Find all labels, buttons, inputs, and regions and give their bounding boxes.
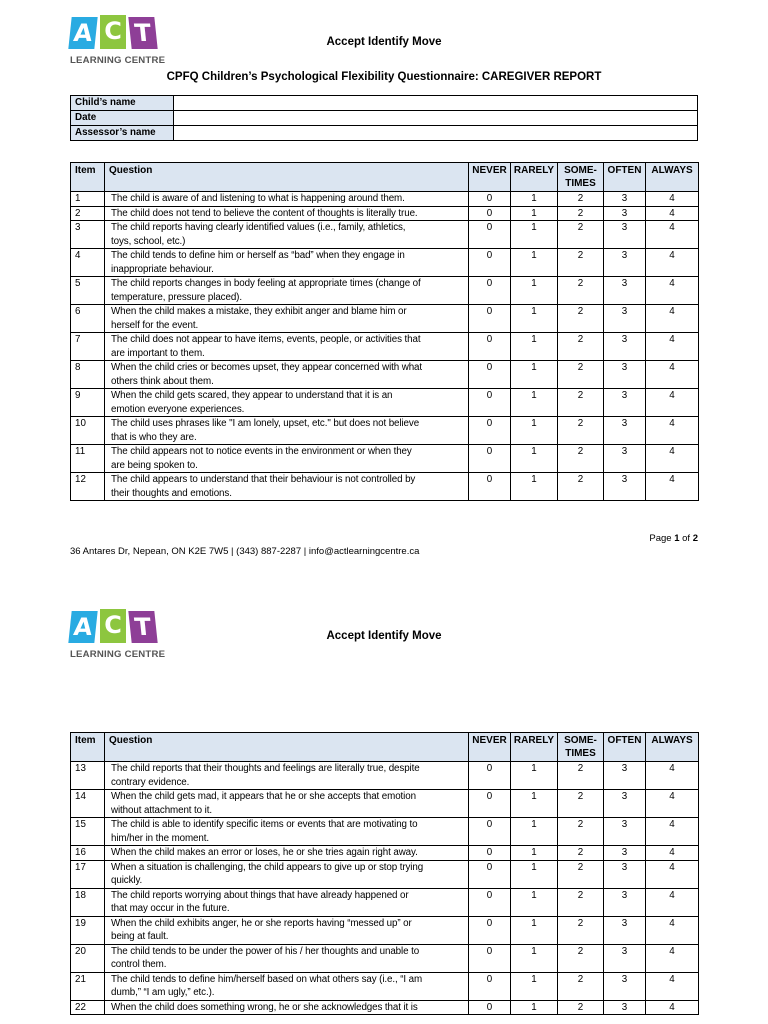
score-rarely[interactable]: 1 (511, 305, 558, 333)
question-text (105, 944, 469, 972)
child-info-table (70, 95, 698, 141)
logo-tile-t: T (128, 17, 157, 49)
score-sometimes[interactable]: 2 (558, 192, 604, 207)
score-sometimes[interactable]: 2 (558, 361, 604, 389)
page2-title: Accept Identify Move (326, 630, 442, 642)
score-often[interactable]: 3 (604, 473, 646, 501)
question-line: When the child cries or becomes upset, they appear concerned with what (111, 362, 423, 373)
score-always[interactable]: 4 (646, 192, 699, 207)
score-often[interactable]: 3 (604, 192, 646, 207)
question-line: The child tends to define him/herself based on what others say (i.e., “I am (111, 973, 423, 985)
col-question-header: Question (105, 733, 469, 762)
child-name-label: Child’s name (71, 96, 174, 111)
table-row (71, 417, 699, 445)
score-never[interactable]: 0 (469, 192, 511, 207)
question-text (105, 221, 469, 249)
page-total: 2 (692, 533, 698, 544)
score-sometimes[interactable]: 2 (558, 846, 604, 861)
logo-subtitle: LEARNING CENTRE (70, 649, 166, 660)
score-always[interactable]: 4 (646, 417, 699, 445)
question-line: When the child makes a mistake, they exhibit anger and blame him or (111, 306, 407, 317)
score-never[interactable]: 0 (469, 888, 511, 916)
question-line: When the child gets scared, they appear to understand that it is an (111, 390, 393, 401)
item-number: 22 (71, 1000, 105, 1015)
page-prefix: Page (649, 533, 675, 544)
question-line: that is who they are. (111, 431, 197, 443)
footer-address: 36 Antares Dr, Nepean, ON K2E 7W5 | (343) 887-2287 | info@actlearningcentre.ca (70, 546, 420, 557)
score-often[interactable]: 3 (604, 389, 646, 417)
score-always[interactable]: 4 (646, 445, 699, 473)
col-question-header: Question (105, 163, 469, 192)
item-number: 15 (71, 818, 105, 846)
question-text (105, 305, 469, 333)
score-rarely[interactable]: 1 (511, 916, 558, 944)
question-line: others think about them. (111, 375, 214, 387)
score-sometimes[interactable]: 2 (558, 445, 604, 473)
score-always[interactable]: 4 (646, 389, 699, 417)
score-never[interactable]: 0 (469, 916, 511, 944)
score-rarely[interactable]: 1 (511, 944, 558, 972)
score-never[interactable]: 0 (469, 473, 511, 501)
logo-tile-a: A (68, 17, 97, 49)
score-rarely[interactable]: 1 (511, 790, 558, 818)
score-never[interactable]: 0 (469, 818, 511, 846)
question-text (105, 1000, 469, 1015)
table-row (71, 916, 699, 944)
page-mid: of (679, 533, 693, 544)
questionnaire-table-page2 (70, 732, 699, 1015)
question-text (105, 846, 469, 861)
question-text (105, 361, 469, 389)
item-number: 4 (71, 249, 105, 277)
col-always-header: ALWAYS (646, 733, 699, 762)
page-number (649, 533, 698, 544)
score-often[interactable]: 3 (604, 860, 646, 888)
score-sometimes[interactable]: 2 (558, 1000, 604, 1015)
score-never[interactable]: 0 (469, 1000, 511, 1015)
score-sometimes[interactable]: 2 (558, 333, 604, 361)
col-rarely-header: RARELY (511, 163, 558, 192)
table-row (71, 860, 699, 888)
score-often[interactable]: 3 (604, 445, 646, 473)
page-current: 1 (674, 533, 680, 544)
col-sometimes-header (558, 163, 604, 192)
table-row (71, 333, 699, 361)
question-line: The child tends to be under the power of his / her thoughts and unable to (111, 945, 420, 957)
question-line: him/her in the moment. (111, 832, 209, 844)
col-never-header: NEVER (469, 733, 511, 762)
question-text (105, 249, 469, 277)
question-line: When a situation is challenging, the child appears to give up or stop trying (111, 861, 424, 873)
question-line: emotion everyone experiences. (111, 403, 245, 415)
question-text (105, 277, 469, 305)
score-sometimes[interactable]: 2 (558, 818, 604, 846)
item-number: 12 (71, 473, 105, 501)
table-row (71, 944, 699, 972)
question-line: The child does not tend to believe the content of thoughts is literally true. (111, 207, 418, 219)
item-number: 21 (71, 972, 105, 1000)
table-row (71, 206, 699, 221)
score-rarely[interactable]: 1 (511, 445, 558, 473)
score-often[interactable]: 3 (604, 790, 646, 818)
score-sometimes[interactable]: 2 (558, 762, 604, 790)
score-often[interactable]: 3 (604, 762, 646, 790)
item-number: 17 (71, 860, 105, 888)
logo-tile-a: A (68, 611, 97, 643)
score-always[interactable]: 4 (646, 916, 699, 944)
child-name-field[interactable] (174, 96, 698, 111)
score-often[interactable]: 3 (604, 944, 646, 972)
assessor-name-label: Assessor’s name (71, 126, 174, 141)
score-rarely[interactable]: 1 (511, 361, 558, 389)
score-sometimes[interactable]: 2 (558, 249, 604, 277)
item-number: 8 (71, 361, 105, 389)
question-line: When the child does something wrong, he or she acknowledges that it is (111, 1001, 418, 1013)
question-line: that may occur in the future. (111, 903, 230, 914)
table-row (71, 221, 699, 249)
item-number: 19 (71, 916, 105, 944)
question-line: being at fault. (111, 931, 169, 942)
score-never[interactable]: 0 (469, 361, 511, 389)
question-text (105, 417, 469, 445)
table-row (71, 277, 699, 305)
col-often-header: OFTEN (604, 163, 646, 192)
table-row (71, 192, 699, 207)
score-never[interactable]: 0 (469, 333, 511, 361)
sometimes-line1: SOME- (564, 165, 597, 176)
question-text (105, 762, 469, 790)
item-number: 1 (71, 192, 105, 207)
score-rarely[interactable]: 1 (511, 473, 558, 501)
score-often[interactable]: 3 (604, 361, 646, 389)
score-never[interactable]: 0 (469, 445, 511, 473)
score-always[interactable]: 4 (646, 473, 699, 501)
item-number: 10 (71, 417, 105, 445)
question-line: inappropriate behaviour. (111, 263, 214, 275)
score-always[interactable]: 4 (646, 221, 699, 249)
item-number: 5 (71, 277, 105, 305)
score-rarely[interactable]: 1 (511, 206, 558, 221)
score-sometimes[interactable]: 2 (558, 916, 604, 944)
col-item-header: Item (71, 733, 105, 762)
question-line: The child does not appear to have items, events, people, or activities that (111, 334, 421, 345)
score-never[interactable]: 0 (469, 417, 511, 445)
score-never[interactable]: 0 (469, 944, 511, 972)
question-line: The child appears not to notice events in the environment or when they (111, 446, 412, 457)
col-sometimes-header (558, 733, 604, 762)
score-sometimes[interactable]: 2 (558, 790, 604, 818)
table-row (71, 972, 699, 1000)
question-line: The child tends to define him or herself as “bad” when they engage in (111, 250, 405, 261)
score-never[interactable]: 0 (469, 762, 511, 790)
score-never[interactable]: 0 (469, 860, 511, 888)
score-often[interactable]: 3 (604, 417, 646, 445)
question-text (105, 473, 469, 501)
question-line: When the child gets mad, it appears that he or she accepts that emotion (111, 791, 416, 802)
question-text (105, 333, 469, 361)
table-row (71, 818, 699, 846)
question-text (105, 206, 469, 221)
questionnaire-table-page1 (70, 162, 699, 501)
score-sometimes[interactable]: 2 (558, 277, 604, 305)
question-line: The child reports that their thoughts and feelings are literally true, despite (111, 763, 420, 774)
score-often[interactable]: 3 (604, 1000, 646, 1015)
table-row (71, 305, 699, 333)
score-often[interactable]: 3 (604, 206, 646, 221)
score-sometimes[interactable]: 2 (558, 473, 604, 501)
table-row (71, 445, 699, 473)
score-always[interactable]: 4 (646, 846, 699, 861)
table-row (71, 888, 699, 916)
score-never[interactable]: 0 (469, 972, 511, 1000)
question-text (105, 888, 469, 916)
score-rarely[interactable]: 1 (511, 417, 558, 445)
question-line: temperature, pressure placed). (111, 291, 242, 303)
assessor-name-field[interactable] (174, 126, 698, 141)
score-never[interactable]: 0 (469, 389, 511, 417)
item-number: 13 (71, 762, 105, 790)
question-line: The child reports changes in body feeling at appropriate times (change of (111, 278, 421, 289)
questionnaire-title: CPFQ Children’s Psychological Flexibility Questionnaire: CAREGIVER REPORT (166, 71, 602, 83)
score-rarely[interactable]: 1 (511, 888, 558, 916)
col-rarely-header: RARELY (511, 733, 558, 762)
col-always-header: ALWAYS (646, 163, 699, 192)
item-number: 11 (71, 445, 105, 473)
score-rarely[interactable]: 1 (511, 762, 558, 790)
table-row (71, 762, 699, 790)
question-line: When the child makes an error or loses, he or she tries again right away. (111, 847, 418, 858)
score-often[interactable]: 3 (604, 972, 646, 1000)
question-line: When the child exhibits anger, he or she reports having “messed up” or (111, 917, 412, 929)
score-often[interactable]: 3 (604, 277, 646, 305)
question-text (105, 790, 469, 818)
score-never[interactable]: 0 (469, 249, 511, 277)
score-never[interactable]: 0 (469, 846, 511, 861)
score-rarely[interactable]: 1 (511, 972, 558, 1000)
question-text (105, 192, 469, 207)
col-never-header: NEVER (469, 163, 511, 192)
score-sometimes[interactable]: 2 (558, 417, 604, 445)
question-text (105, 818, 469, 846)
table-row (71, 473, 699, 501)
question-text (105, 972, 469, 1000)
date-label: Date (71, 111, 174, 126)
score-rarely[interactable]: 1 (511, 389, 558, 417)
score-always[interactable]: 4 (646, 305, 699, 333)
question-line: quickly. (111, 875, 143, 886)
question-text (105, 445, 469, 473)
score-sometimes[interactable]: 2 (558, 860, 604, 888)
score-always[interactable]: 4 (646, 818, 699, 846)
score-rarely[interactable]: 1 (511, 249, 558, 277)
logo-subtitle: LEARNING CENTRE (70, 55, 166, 66)
score-often[interactable]: 3 (604, 818, 646, 846)
item-number: 7 (71, 333, 105, 361)
score-rarely[interactable]: 1 (511, 333, 558, 361)
score-sometimes[interactable]: 2 (558, 305, 604, 333)
score-always[interactable]: 4 (646, 944, 699, 972)
item-number: 18 (71, 888, 105, 916)
score-sometimes[interactable]: 2 (558, 221, 604, 249)
score-often[interactable]: 3 (604, 249, 646, 277)
question-line: without attachment to it. (111, 804, 212, 816)
table-row (71, 389, 699, 417)
score-always[interactable]: 4 (646, 249, 699, 277)
logo-tile-c: C (100, 15, 126, 49)
logo-tile-t: T (128, 611, 157, 643)
col-item-header: Item (71, 163, 105, 192)
score-never[interactable]: 0 (469, 277, 511, 305)
question-line: control them. (111, 959, 167, 970)
score-often[interactable]: 3 (604, 916, 646, 944)
question-text (105, 860, 469, 888)
score-often[interactable]: 3 (604, 333, 646, 361)
question-line: contrary evidence. (111, 776, 190, 788)
score-always[interactable]: 4 (646, 277, 699, 305)
question-line: The child is able to identify specific items or events that are motivating to (111, 819, 418, 830)
score-sometimes[interactable]: 2 (558, 972, 604, 1000)
date-field[interactable] (174, 111, 698, 126)
score-always[interactable]: 4 (646, 888, 699, 916)
question-line: The child appears to understand that their behaviour is not controlled by (111, 474, 416, 485)
score-rarely[interactable]: 1 (511, 818, 558, 846)
score-sometimes[interactable]: 2 (558, 389, 604, 417)
table-row (71, 1000, 699, 1015)
score-always[interactable]: 4 (646, 1000, 699, 1015)
question-line: The child reports worrying about things that have already happened or (111, 889, 409, 901)
score-rarely[interactable]: 1 (511, 221, 558, 249)
score-rarely[interactable]: 1 (511, 277, 558, 305)
question-text (105, 916, 469, 944)
score-often[interactable]: 3 (604, 888, 646, 916)
item-number: 20 (71, 944, 105, 972)
score-always[interactable]: 4 (646, 860, 699, 888)
score-never[interactable]: 0 (469, 305, 511, 333)
item-number: 6 (71, 305, 105, 333)
table-row (71, 790, 699, 818)
page-title: Accept Identify Move (326, 36, 442, 48)
score-rarely[interactable]: 1 (511, 860, 558, 888)
score-never[interactable]: 0 (469, 221, 511, 249)
score-always[interactable]: 4 (646, 762, 699, 790)
sometimes-line2: TIMES (565, 748, 596, 759)
score-often[interactable]: 3 (604, 846, 646, 861)
question-line: The child uses phrases like "I am lonely, upset, etc." but does not believe (111, 418, 420, 429)
table-row (71, 249, 699, 277)
col-often-header: OFTEN (604, 733, 646, 762)
item-number: 9 (71, 389, 105, 417)
question-line: herself for the event. (111, 319, 199, 331)
score-sometimes[interactable]: 2 (558, 944, 604, 972)
score-rarely[interactable]: 1 (511, 846, 558, 861)
score-always[interactable]: 4 (646, 333, 699, 361)
question-line: are important to them. (111, 347, 205, 359)
item-number: 3 (71, 221, 105, 249)
table-row (71, 361, 699, 389)
score-always[interactable]: 4 (646, 361, 699, 389)
score-sometimes[interactable]: 2 (558, 206, 604, 221)
score-always[interactable]: 4 (646, 972, 699, 1000)
question-line: their thoughts and emotions. (111, 487, 232, 499)
score-always[interactable]: 4 (646, 206, 699, 221)
score-never[interactable]: 0 (469, 790, 511, 818)
question-line: The child reports having clearly identified values (i.e., family, athletics, (111, 222, 406, 233)
question-line: are being spoken to. (111, 459, 198, 471)
question-line: toys, school, etc.) (111, 235, 186, 247)
score-often[interactable]: 3 (604, 305, 646, 333)
sometimes-line1: SOME- (564, 735, 597, 746)
score-often[interactable]: 3 (604, 221, 646, 249)
question-line: The child is aware of and listening to what is happening around them. (111, 193, 405, 204)
score-rarely[interactable]: 1 (511, 1000, 558, 1015)
score-always[interactable]: 4 (646, 790, 699, 818)
score-never[interactable]: 0 (469, 206, 511, 221)
score-rarely[interactable]: 1 (511, 192, 558, 207)
table-row (71, 846, 699, 861)
sometimes-line2: TIMES (565, 178, 596, 189)
item-number: 2 (71, 206, 105, 221)
score-sometimes[interactable]: 2 (558, 888, 604, 916)
question-line: dumb,” “I am ugly,” etc.). (111, 987, 215, 998)
item-number: 16 (71, 846, 105, 861)
logo-tile-c: C (100, 609, 126, 643)
item-number: 14 (71, 790, 105, 818)
question-text (105, 389, 469, 417)
